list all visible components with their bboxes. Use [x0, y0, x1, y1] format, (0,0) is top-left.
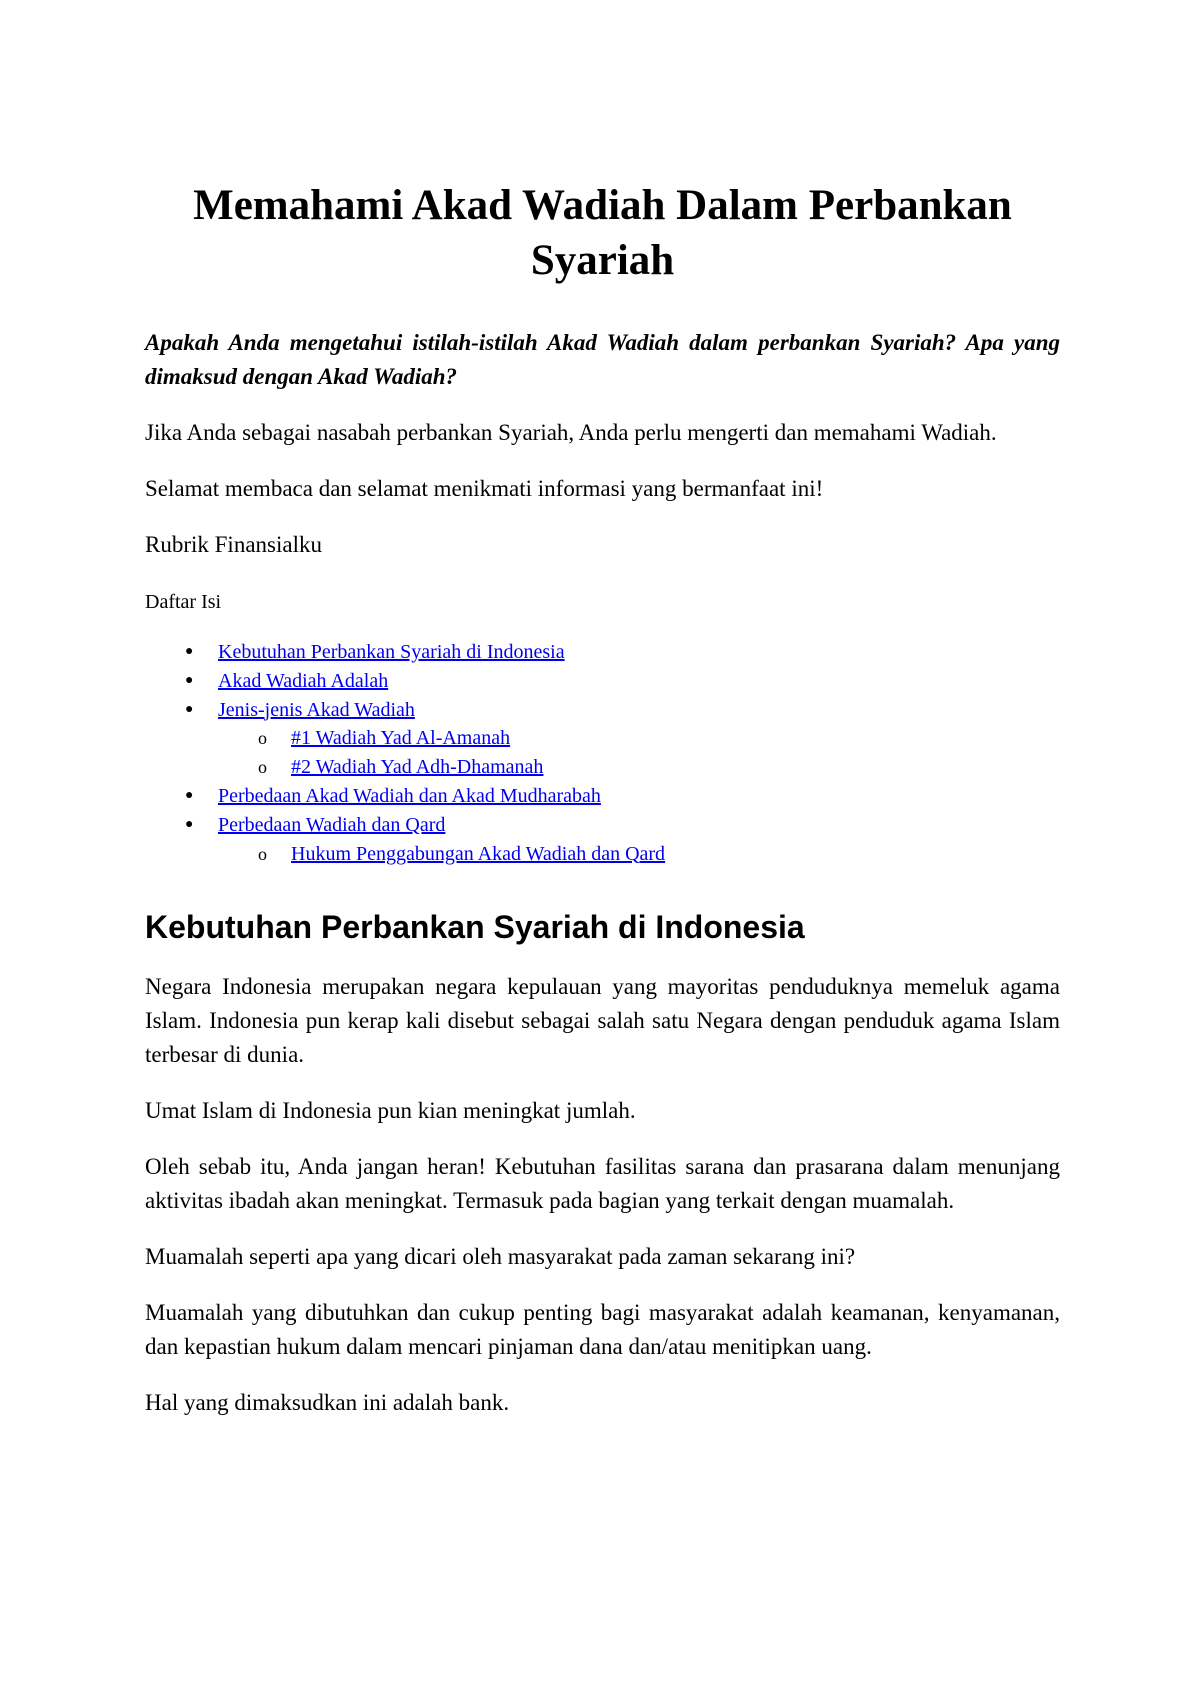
body-paragraph: Muamalah seperti apa yang dicari oleh masyarakat pada zaman sekarang ini?: [145, 1244, 856, 1270]
lead-paragraph: Apakah Anda mengetahui istilah-istilah Akad Wadiah dalam perbankan Syariah? Apa yang dimaksud dengan Akad Wadiah?: [145, 330, 1060, 389]
toc-link-qard[interactable]: Perbedaan Wadiah dan Qard: [218, 813, 446, 836]
toc-link-jenis[interactable]: Jenis-jenis Akad Wadiah: [218, 698, 415, 721]
toc-link-mudharabah[interactable]: Perbedaan Akad Wadiah dan Akad Mudharabah: [218, 784, 601, 807]
bullet-disc-icon: ●: [185, 701, 194, 717]
toc-item: [185, 638, 1060, 667]
bullet-disc-icon: ●: [185, 672, 194, 688]
bullet-circle-icon: o: [258, 728, 267, 749]
table-of-contents: [145, 638, 1060, 868]
toc-sublist: [218, 724, 1060, 782]
body-paragraph: Hal yang dimaksudkan ini adalah bank.: [145, 1390, 510, 1416]
toc-subitem: [258, 840, 1060, 869]
toc-title: Daftar Isi: [145, 591, 222, 613]
body-paragraph: Negara Indonesia merupakan negara kepulauan yang mayoritas penduduknya memeluk agama Islam. Indonesia pun kerap kali disebut sebagai salah satu Negara dengan penduduk agama Islam terbesar di dunia.: [145, 974, 1060, 1068]
intro-paragraph: Jika Anda sebagai nasabah perbankan Syariah, Anda perlu mengerti dan memahami Wadiah.: [145, 420, 997, 445]
body-paragraph: Oleh sebab itu, Anda jangan heran! Kebutuhan fasilitas sarana dan prasarana dalam menunjang aktivitas ibadah akan meningkat. Termasuk pada bagian yang terkait dengan muamalah.: [145, 1154, 1060, 1214]
toc-link-dhamanah[interactable]: #2 Wadiah Yad Adh-Dhamanah: [291, 756, 544, 779]
toc-link-amanah[interactable]: #1 Wadiah Yad Al-Amanah: [291, 727, 511, 750]
bullet-disc-icon: ●: [185, 816, 194, 832]
toc-link-hukum[interactable]: Hukum Penggabungan Akad Wadiah dan Qard: [291, 842, 666, 865]
document-content: [145, 178, 1060, 1420]
toc-link-kebutuhan[interactable]: Kebutuhan Perbankan Syariah di Indonesia: [218, 641, 565, 663]
author-line: Rubrik Finansialku: [145, 532, 322, 557]
toc-sublist: [218, 840, 1060, 869]
page-title: Memahami Akad Wadiah Dalam Perbankan Syariah: [193, 182, 1012, 284]
bullet-disc-icon: ●: [185, 644, 194, 659]
body-paragraph: Umat Islam di Indonesia pun kian meningkat jumlah.: [145, 1098, 636, 1124]
bullet-circle-icon: o: [258, 843, 267, 864]
toc-link-akad-wadiah[interactable]: Akad Wadiah Adalah: [218, 669, 389, 692]
section-heading: Kebutuhan Perbankan Syariah di Indonesia: [145, 909, 805, 946]
bullet-disc-icon: ●: [185, 787, 194, 803]
intro-paragraph: Selamat membaca dan selamat menikmati informasi yang bermanfaat ini!: [145, 476, 824, 501]
toc-subitem: [258, 753, 1060, 782]
body-paragraph: Muamalah yang dibutuhkan dan cukup penting bagi masyarakat adalah keamanan, kenyamanan, dan kepastian hukum dalam mencari pinjaman dana dan/atau menitipkan uang.: [145, 1300, 1060, 1360]
toc-item: [185, 782, 1060, 811]
bullet-circle-icon: o: [258, 757, 267, 778]
toc-item: [185, 667, 1060, 696]
toc-subitem: [258, 724, 1060, 753]
toc-item: [185, 811, 1060, 869]
toc-item: [185, 696, 1060, 782]
